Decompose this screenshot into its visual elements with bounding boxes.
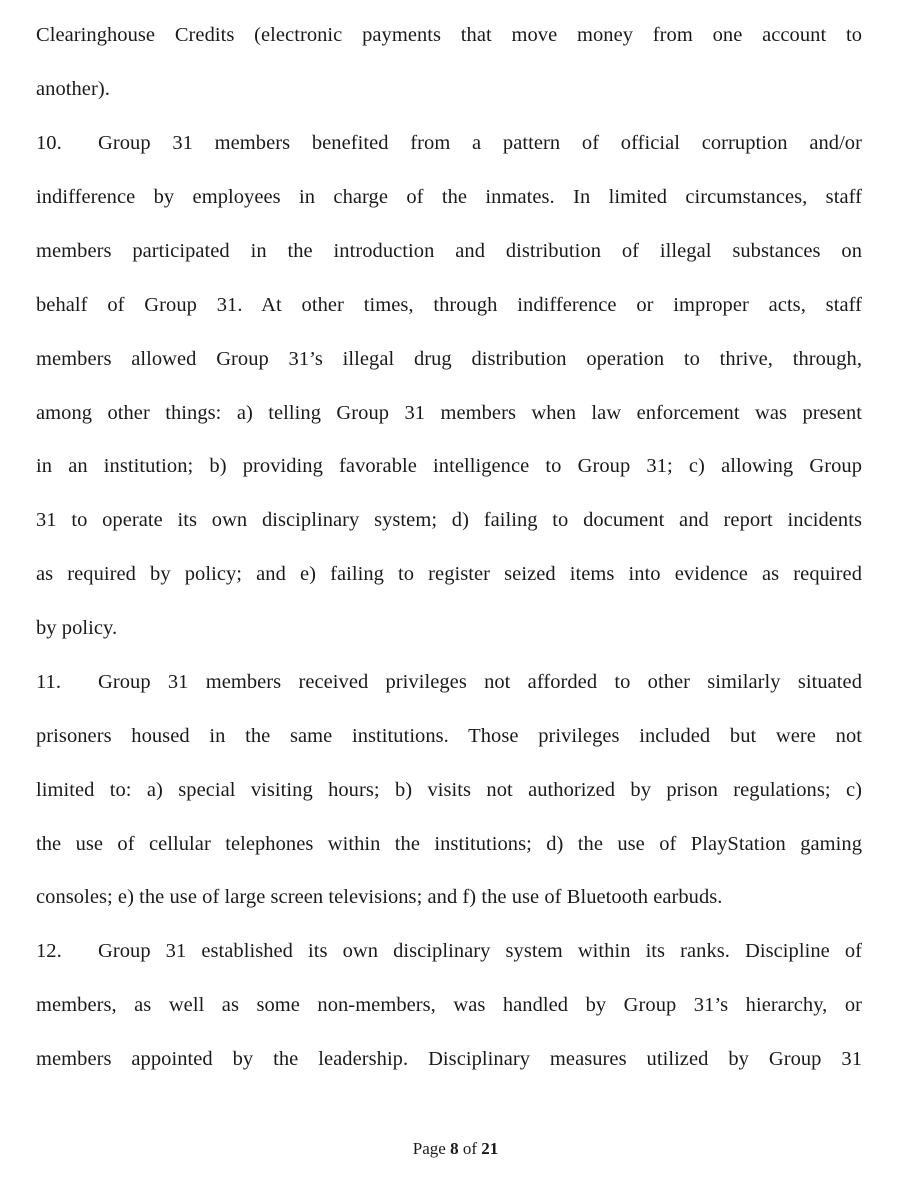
text-line: Clearinghouse Credits (electronic payments that move money from one account to bbox=[36, 24, 862, 46]
text-line: among other things: a) telling Group 31 members when law enforcement was present bbox=[36, 402, 862, 424]
text-line: members appointed by the leadership. Disciplinary measures utilized by Group 31 bbox=[36, 1048, 862, 1070]
text-line: members, as well as some non-members, was handled by Group 31’s hierarchy, or bbox=[36, 994, 862, 1016]
page-total-number: 21 bbox=[481, 1139, 499, 1158]
paragraph-number: 10. bbox=[36, 132, 62, 154]
text-line: by policy. bbox=[36, 617, 118, 639]
page-footer bbox=[0, 1138, 911, 1160]
text-line: another). bbox=[36, 78, 110, 100]
text-line: limited to: a) special visiting hours; b) visits not authorized by prison regulations; c) bbox=[36, 779, 862, 801]
text-line: as required by policy; and e) failing to register seized items into evidence as required bbox=[36, 563, 862, 585]
paragraph-number: 11. bbox=[36, 671, 62, 693]
text-line: the use of cellular telephones within the institutions; d) the use of PlayStation gaming bbox=[36, 833, 862, 855]
paragraph-12-first-line bbox=[36, 938, 862, 964]
text-line: members allowed Group 31’s illegal drug distribution operation to thrive, through, bbox=[36, 348, 862, 370]
paragraph-11-first-line bbox=[36, 669, 862, 695]
text-line: Group 31 established its own disciplinary system within its ranks. Discipline of bbox=[98, 940, 862, 962]
paragraph-10-first-line bbox=[36, 130, 862, 156]
page-word: Page bbox=[412, 1139, 446, 1158]
text-line: indifference by employees in charge of the inmates. In limited circumstances, staff bbox=[36, 186, 862, 208]
paragraph-number: 12. bbox=[36, 940, 62, 962]
page-of-word: of bbox=[462, 1139, 477, 1158]
text-line: in an institution; b) providing favorable intelligence to Group 31; c) allowing Group bbox=[36, 455, 862, 477]
text-line: Group 31 members received privileges not afforded to other similarly situated bbox=[98, 671, 862, 693]
text-line: prisoners housed in the same institutions. Those privileges included but were not bbox=[36, 725, 862, 747]
text-line: 31 to operate its own disciplinary system; d) failing to document and report incidents bbox=[36, 509, 862, 531]
text-line: consoles; e) the use of large screen televisions; and f) the use of Bluetooth earbuds. bbox=[36, 886, 723, 908]
text-line: Group 31 members benefited from a pattern of official corruption and/or bbox=[98, 132, 862, 154]
page-current-number: 8 bbox=[450, 1139, 459, 1158]
text-line: members participated in the introduction and distribution of illegal substances on bbox=[36, 240, 862, 262]
text-line: behalf of Group 31. At other times, through indifference or improper acts, staff bbox=[36, 294, 862, 316]
